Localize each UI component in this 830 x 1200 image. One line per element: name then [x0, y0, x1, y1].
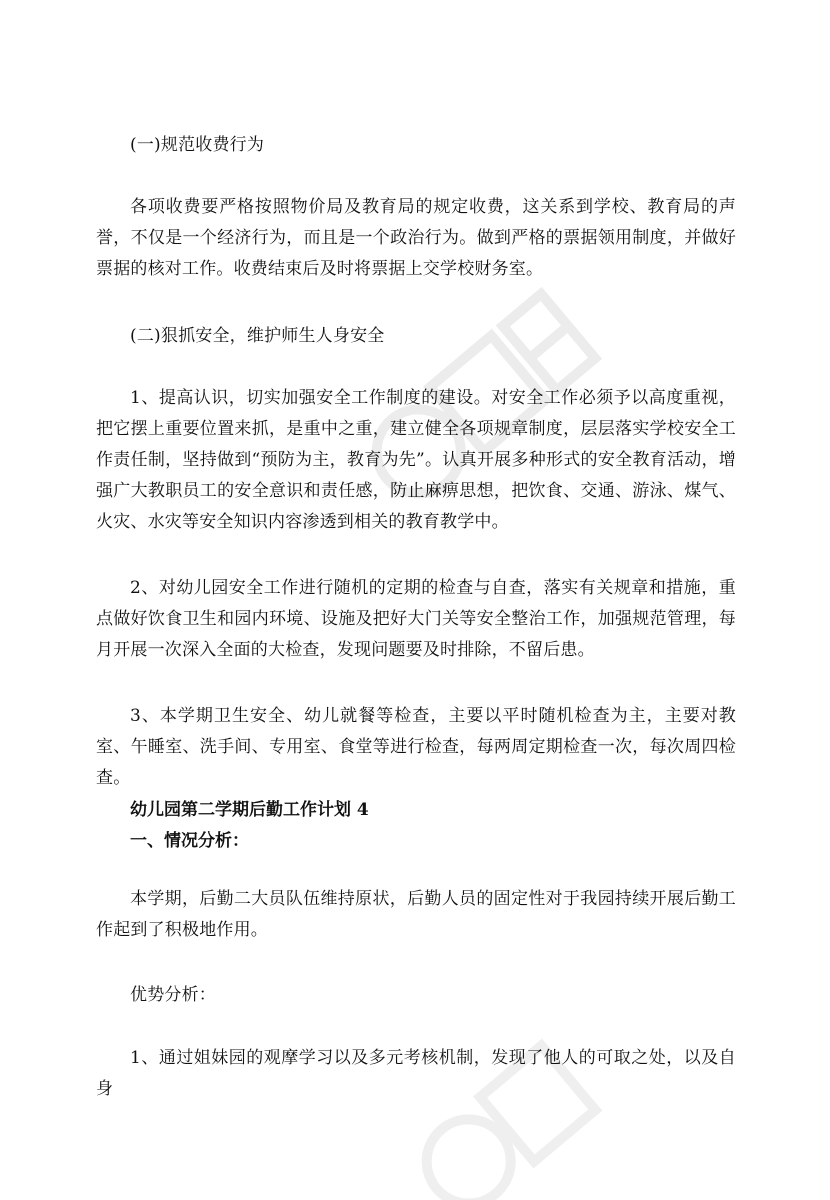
paragraph-observation-learning: 1、通过姐妹园的观摩学习以及多元考核机制，发现了他人的可取之处，以及自身	[96, 1048, 736, 1099]
subheading-safety: (二)狠抓安全，维护师生人身安全	[130, 326, 385, 346]
subheading-advantage-analysis: 优势分析：	[130, 985, 216, 1005]
section-title-plan-4: 幼儿园第二学期后勤工作计划 4	[130, 800, 369, 820]
paragraph-safety-inspection: 2、对幼儿园安全工作进行随机的定期的检查与自查，落实有关规章和措施，重点做好饮食卫生和园内环境、设施及把好大门关等安全整治工作，加强规范管理，每月开展一次深入全面的大检查，发现问题要及时排除，不留后患。	[96, 578, 736, 660]
section-title-situation-analysis: 一、情况分析：	[130, 831, 249, 851]
paragraph-staff-status: 本学期，后勤二大员队伍维持原状，后勤人员的固定性对于我园持续开展后勤工作起到了积极地作用。	[96, 889, 736, 940]
paragraph-hygiene-check: 3、本学期卫生安全、幼儿就餐等检查，主要以平时随机检查为主，主要对教室、午睡室、洗手间、专用室、食堂等进行检查，每两周定期检查一次，每次周四检查。	[96, 706, 736, 788]
paragraph-fee-details: 各项收费要严格按照物价局及教育局的规定收费，这关系到学校、教育局的声誉，不仅是一个经济行为，而且是一个政治行为。做到严格的票据领用制度，并做好票据的核对工作。收费结束后及时将票据上交学校财务室。	[96, 197, 736, 279]
subheading-fee-regulation: (一)规范收费行为	[130, 135, 265, 155]
paragraph-safety-awareness: 1、提高认识，切实加强安全工作制度的建设。对安全工作必须予以高度重视，把它摆上重要位置来抓，是重中之重，建立健全各项规章制度，层层落实学校安全工作责任制，坚持做到“预防为主，教育为先”。认真开展多种形式的安全教育活动，增强广大教职员工的安全意识和责任感，防止麻痹思想，把饮食、交通、游泳、煤气、火灾、水灾等安全知识内容渗透到相关的教育教学中。	[96, 388, 736, 532]
